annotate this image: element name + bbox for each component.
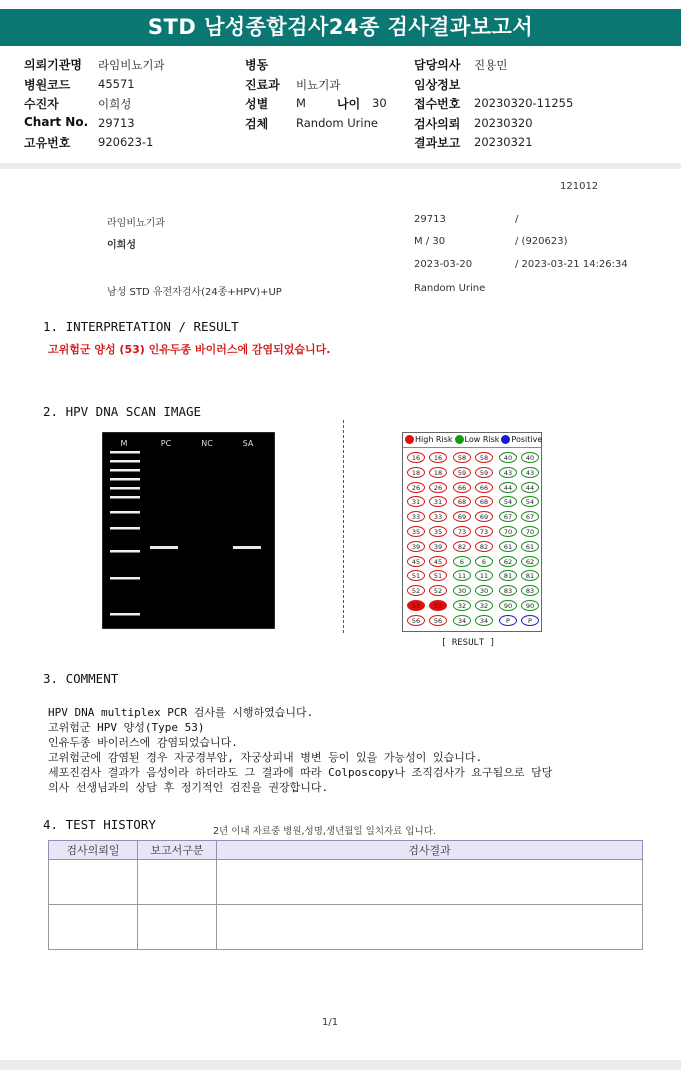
history-cell xyxy=(49,905,138,950)
sex-age: M / 30 xyxy=(414,236,446,247)
footer-bar xyxy=(0,1060,681,1070)
col3-label: 임상정보 xyxy=(414,78,461,92)
chip-spot: P xyxy=(499,615,517,626)
gel-lane-label: NC xyxy=(201,439,213,448)
history-header-result: 검사결과 xyxy=(217,841,643,860)
chip-spot: 52 xyxy=(429,585,447,596)
page-number: 1/1 xyxy=(322,1017,339,1028)
col3-label: 접수번호 xyxy=(414,97,461,111)
chip-spot: 33 xyxy=(429,511,447,522)
chart-number: 29713 xyxy=(414,214,446,225)
comment-text xyxy=(48,705,552,795)
col1-value: 이희성 xyxy=(98,97,132,111)
comment-line: 고위험군 HPV 양성(Type 53) xyxy=(48,721,205,734)
chip-spot: 62 xyxy=(521,556,539,567)
legend-label: Positive xyxy=(511,435,543,444)
chip-spot: 40 xyxy=(499,452,517,463)
chip-spot: 52 xyxy=(407,585,425,596)
col2-label: 성별 xyxy=(245,97,269,111)
chip-spot: 61 xyxy=(521,541,539,552)
chip-spot: 40 xyxy=(521,452,539,463)
chip-spot: 66 xyxy=(475,482,493,493)
pc-band xyxy=(150,546,178,549)
col3-value: 20230320-11255 xyxy=(474,96,574,110)
history-cell xyxy=(138,905,217,950)
col3-label: 결과보고 xyxy=(414,136,461,150)
chip-spot: 69 xyxy=(475,511,493,522)
chip-spot: 73 xyxy=(475,526,493,537)
section-3-title: 3. COMMENT xyxy=(43,671,119,686)
gel-lane-label: SA xyxy=(242,439,254,448)
col3-value: 20230321 xyxy=(474,135,533,149)
report-code: 121012 xyxy=(560,181,599,192)
chip-spot: 33 xyxy=(407,511,425,522)
chip-spot: 61 xyxy=(499,541,517,552)
image-separator xyxy=(343,420,344,633)
chip-spot: 26 xyxy=(407,482,425,493)
chip-spot: 90 xyxy=(499,600,517,611)
chip-spot: 32 xyxy=(453,600,471,611)
chip-spot: 51 xyxy=(429,570,447,581)
chip-spot: 45 xyxy=(407,556,425,567)
col2-label: 검체 xyxy=(245,117,269,131)
col1-label: 병원코드 xyxy=(24,78,71,92)
header-divider xyxy=(0,163,681,169)
chip-spot: 67 xyxy=(499,511,517,522)
col1-label: Chart No. xyxy=(24,115,89,129)
chip-spot: 83 xyxy=(499,585,517,596)
table-row xyxy=(49,905,643,950)
chip-spot: 6 xyxy=(453,556,471,567)
patient-name: 이희성 xyxy=(107,240,136,251)
ladder-band xyxy=(110,451,140,454)
chip-spot: 82 xyxy=(453,541,471,552)
col1-value: 라임비뇨기과 xyxy=(98,58,165,72)
ladder-band xyxy=(110,460,140,463)
chip-spot: 66 xyxy=(453,482,471,493)
col1-label: 수진자 xyxy=(24,97,59,111)
chip-spot: 73 xyxy=(453,526,471,537)
chip-spot: 62 xyxy=(499,556,517,567)
history-header-type: 보고서구분 xyxy=(138,841,217,860)
chip-spot: 31 xyxy=(429,496,447,507)
patient-id: / (920623) xyxy=(515,236,568,247)
col3-value: 진용민 xyxy=(474,58,508,72)
col1-value: 920623-1 xyxy=(98,135,154,149)
col1-value: 29713 xyxy=(98,116,135,130)
chip-spot: 39 xyxy=(407,541,425,552)
chip-spot: 58 xyxy=(453,452,471,463)
gel-lane-label: M xyxy=(120,439,128,448)
chip-spot: 35 xyxy=(429,526,447,537)
chip-spot: 32 xyxy=(475,600,493,611)
history-cell xyxy=(49,860,138,905)
history-cell xyxy=(138,860,217,905)
comment-line: HPV DNA multiplex PCR 검사를 시행하였습니다. xyxy=(48,706,314,719)
col2-value: M xyxy=(296,96,306,110)
chart-slash: / xyxy=(515,214,519,225)
col1-label: 고유번호 xyxy=(24,136,71,150)
col1-value: 45571 xyxy=(98,77,135,91)
chip-spot: 54 xyxy=(499,496,517,507)
comment-line: 의사 선생님과의 상담 후 정기적인 검진을 권장합니다. xyxy=(48,781,329,794)
col3-label: 검사의뢰 xyxy=(414,117,461,131)
legend-dot xyxy=(501,435,510,444)
chip-spot: 82 xyxy=(475,541,493,552)
col2-value: 비뇨기과 xyxy=(296,78,341,92)
interpretation-result: 고위험군 양성 (53) 인유두종 바이러스에 감염되었습니다. xyxy=(48,343,331,356)
gel-lane-label: PC xyxy=(160,439,172,448)
chip-caption: [ RESULT ] xyxy=(441,638,496,648)
specimen: Random Urine xyxy=(414,283,486,294)
age-label: 나이 xyxy=(337,97,361,111)
chip-spot: 54 xyxy=(521,496,539,507)
request-date: 2023-03-20 xyxy=(414,259,473,270)
ladder-band xyxy=(110,550,140,553)
chip-spot: 30 xyxy=(475,585,493,596)
chip-spot: 70 xyxy=(521,526,539,537)
chip-spot: 18 xyxy=(429,467,447,478)
col1-label: 의뢰기관명 xyxy=(24,58,82,72)
col2-label: 진료과 xyxy=(245,78,280,92)
section-4-title: 4. TEST HISTORY xyxy=(43,817,156,832)
comment-line: 고위험군에 감염된 경우 자궁경부암, 자궁상피내 병변 등이 있을 가능성이 있습니다. xyxy=(48,751,483,764)
comment-line: 인유두종 바이러스에 감염되었습니다. xyxy=(48,736,238,749)
chip-spot: 39 xyxy=(429,541,447,552)
comment-line: 세포진검사 결과가 음성이라 하더라도 그 결과에 따라 Colposcopy나 조직검사가 요구됨으로 담당 xyxy=(48,766,553,779)
legend-dot xyxy=(455,435,464,444)
ladder-band xyxy=(110,469,140,472)
col2-value: Random Urine xyxy=(296,116,378,130)
chip-spot: 56 xyxy=(407,615,425,626)
report-title: STD 남성종합검사24종 검사결과보고서 xyxy=(0,9,681,46)
chip-spot: 70 xyxy=(499,526,517,537)
legend-label: Low Risk xyxy=(464,435,500,444)
history-table xyxy=(48,840,643,950)
chip-spot: 81 xyxy=(521,570,539,581)
history-header-date: 검사의뢰일 xyxy=(49,841,138,860)
chip-spot: 83 xyxy=(521,585,539,596)
hpv-chip xyxy=(402,432,542,632)
age-value: 30 xyxy=(372,96,387,110)
table-row xyxy=(49,860,643,905)
chip-spot: 56 xyxy=(429,615,447,626)
chip-spot: 31 xyxy=(407,496,425,507)
chip-spot: 68 xyxy=(453,496,471,507)
chip-spot: 30 xyxy=(453,585,471,596)
chip-spot: 43 xyxy=(499,467,517,478)
col2-label: 병동 xyxy=(245,58,269,72)
legend-dot xyxy=(405,435,414,444)
ladder-band xyxy=(110,487,140,490)
chip-spot: 35 xyxy=(407,526,425,537)
legend-label: High Risk xyxy=(415,435,453,444)
ladder-band xyxy=(110,527,140,530)
chip-spot: 59 xyxy=(475,467,493,478)
chip-spot: 16 xyxy=(429,452,447,463)
col3-value: 20230320 xyxy=(474,116,533,130)
chip-spot: 69 xyxy=(453,511,471,522)
clinic-name: 라임비뇨기과 xyxy=(107,218,165,229)
chip-spot: 16 xyxy=(407,452,425,463)
chip-spot: 18 xyxy=(407,467,425,478)
chip-spot: 6 xyxy=(475,556,493,567)
chip-spot: 34 xyxy=(475,615,493,626)
ladder-band xyxy=(110,496,140,499)
chip-spot: 11 xyxy=(475,570,493,581)
ladder-band xyxy=(110,478,140,481)
chip-spot: 81 xyxy=(499,570,517,581)
chip-spot-positive: 53 xyxy=(407,600,425,611)
chip-spot: 59 xyxy=(453,467,471,478)
chip-spot: 68 xyxy=(475,496,493,507)
report-time: / 2023-03-21 14:26:34 xyxy=(515,259,628,270)
chip-spot: 34 xyxy=(453,615,471,626)
history-cell xyxy=(217,860,643,905)
section-1-title: 1. INTERPRETATION / RESULT xyxy=(43,319,239,334)
chip-spot: P xyxy=(521,615,539,626)
chip-spot: 44 xyxy=(521,482,539,493)
chip-spot: 58 xyxy=(475,452,493,463)
test-name: 남성 STD 유전자검사(24종+HPV)+UP xyxy=(107,287,282,298)
ladder-band xyxy=(110,613,140,616)
chip-spot: 43 xyxy=(521,467,539,478)
chip-spot: 11 xyxy=(453,570,471,581)
chip-spot: 67 xyxy=(521,511,539,522)
chip-spot: 90 xyxy=(521,600,539,611)
chip-spot: 44 xyxy=(499,482,517,493)
chip-legend xyxy=(405,435,544,444)
chip-spot: 45 xyxy=(429,556,447,567)
history-note: 2년 이내 자료중 병원,성명,생년월일 일치자료 입니다. xyxy=(213,826,436,837)
section-2-title: 2. HPV DNA SCAN IMAGE xyxy=(43,404,202,419)
chip-spot: 51 xyxy=(407,570,425,581)
ladder-band xyxy=(110,511,140,514)
gel-image xyxy=(102,432,275,629)
chip-spot: 26 xyxy=(429,482,447,493)
sa-band xyxy=(233,546,261,549)
chip-spot-positive: 53 xyxy=(429,600,447,611)
ladder-band xyxy=(110,577,140,580)
history-cell xyxy=(217,905,643,950)
col3-label: 담당의사 xyxy=(414,58,461,72)
